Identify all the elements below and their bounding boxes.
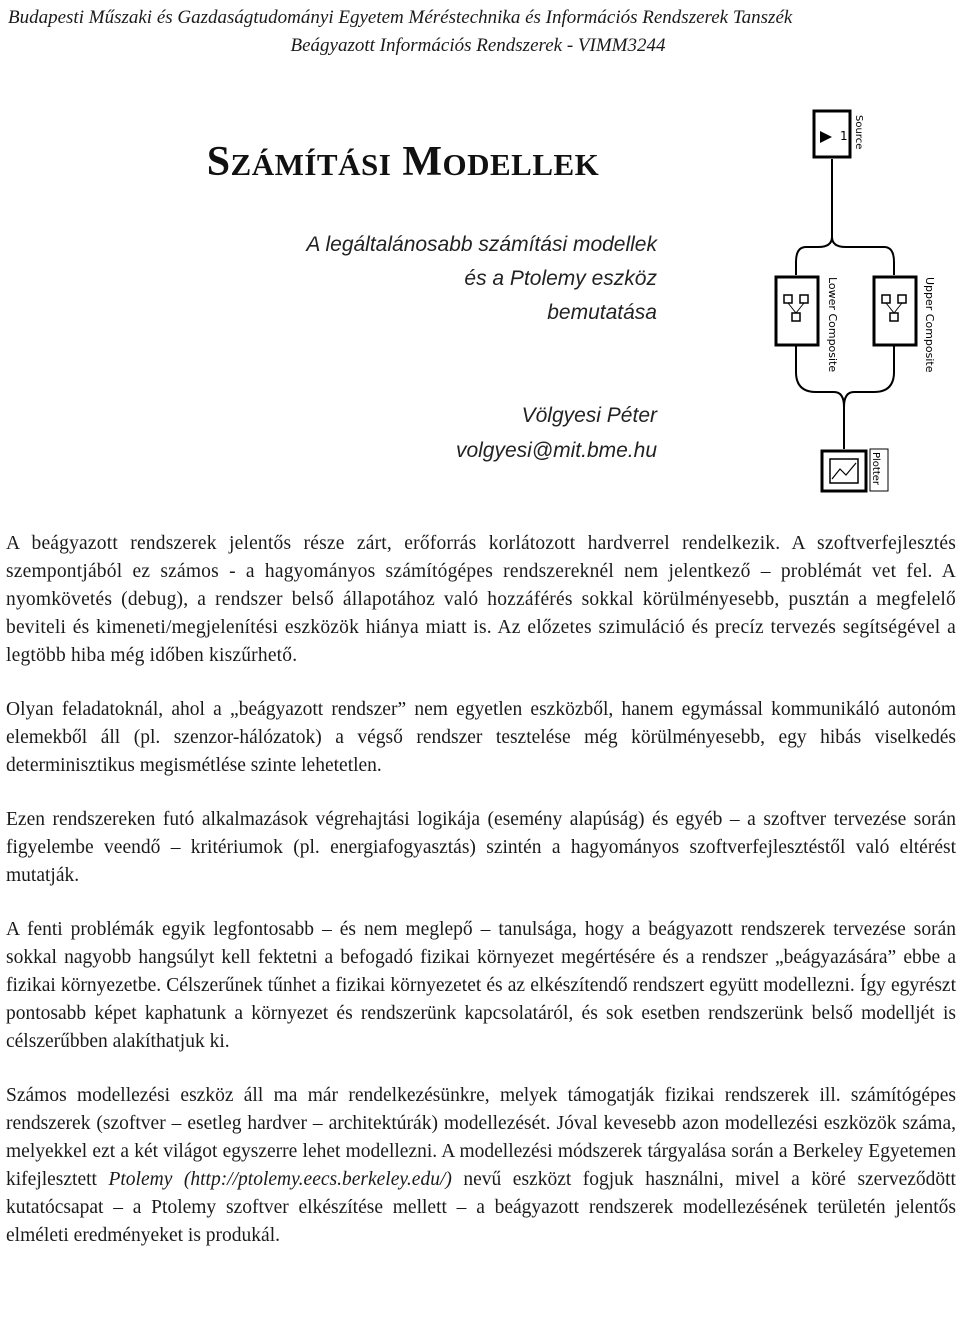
ptolemy-model-diagram: [756, 97, 950, 499]
paragraph-execution: Ezen rendszereken futó alkalmazások végrehajtási logikája (esemény alapúság) és egyéb – a szoftver tervezése során figyelembe veendő – kritériumok (pl. energiafogyasztás) szintén a hagyományos szoftverfejlesztéstől való eltérést mutatják.: [6, 809, 956, 886]
subtitle-line: A legáltalánosabb számítási modellek: [306, 233, 657, 256]
title-cap-2: M: [402, 139, 443, 185]
paragraph-tools-b: nevű eszközt fogjuk használni, mivel a köré szerveződött kutatócsapat – a Ptolemy szoftver elkészítése mellett – a beágyazott rendszerek modellezésének területén jelentős elméleti eredményeket is produkál.: [6, 1169, 956, 1246]
title-rest-2: ODELLEK: [442, 147, 600, 182]
source-value: 1: [840, 129, 848, 143]
plotter-block: [822, 449, 888, 491]
source-block: [814, 111, 864, 157]
source-label: Source: [853, 115, 864, 150]
ptolemy-link[interactable]: Ptolemy (http://ptolemy.eecs.berkeley.edu/): [108, 1169, 452, 1190]
plotter-label: Plotter: [870, 452, 881, 486]
page-header: [8, 4, 948, 60]
author-name: Völgyesi Péter: [521, 404, 657, 427]
author-email: volgyesi@mit.bme.hu: [455, 439, 657, 462]
upper-composite-block: [874, 277, 936, 373]
paragraph-tools: [6, 1082, 956, 1250]
subtitle: [306, 228, 657, 330]
lower-composite-block: [776, 277, 839, 372]
paragraph-intro: A beágyazott rendszerek jelentős része zárt, erőforrás korlátozott hardverrel rendelkezik. A szoftverfejlesztés szempontjából ez számos - a hagyományos számítógépes rendszereknél nem jelentkező – problémát vet fel. A nyomkövetés (debug), a rendszer belső állapotához való hozzáférés sokkal körülményesebb, pusztán a megfelelő beviteli és kimeneti/megjelenítési eszközök hiánya miatt is. Az előzetes szimuláció és precíz tervezés segítségével a legtöbb hiba még időben kiszűrhető.: [6, 533, 956, 666]
title-cap-1: S: [206, 139, 231, 185]
author-block: [456, 398, 657, 468]
header-course: Beágyazott Információs Rendszerek - VIMM3244: [290, 35, 666, 56]
header-institution: Budapesti Műszaki és Gazdaságtudományi Egyetem Méréstechnika és Információs Rendszerek Tanszék: [8, 7, 793, 28]
paragraph-tools-a: Számos modellezési eszköz áll ma már rendelkezésünkre, melyek támogatják fizikai rendszerek ill. számítógépes rendszerek (szoftver – esetleg hardver – architektúrák) modellezését. Jóval kevesebb azon modellezési eszközök száma, melyekkel ezt a két világot egyszerre lehet modellezni. A modellezési módszerek tárgyalása során a Berkeley Egyetemen kifejlesztett: [6, 1085, 956, 1190]
title-rest-1: ZÁMÍTÁSI: [230, 147, 392, 182]
document-body: [6, 530, 956, 1276]
upper-composite-label: Upper Composite: [923, 277, 936, 373]
paragraph-networks: Olyan feladatoknál, ahol a „beágyazott rendszer” nem egyetlen eszközből, hanem egymással kommunikáló autonóm elemekből áll (pl. szenzor-hálózatok) a végső rendszer tesztelése még körülményesebb, egy hibás viselkedés determinisztikus megismétlése szinte lehetetlen.: [6, 699, 956, 776]
paragraph-environment: A fenti problémák egyik legfontosabb – és nem meglepő – tanulsága, hogy a beágyazott rendszerek tervezése során sokkal nagyobb hangsúlyt kell fektetni a befogadó fizikai környezet megértésére és a rendszer „beágyazására” ebbe a fizikai környezetbe. Célszerűnek tűnhet a fizikai környezetet és az elkészítendő rendszert együtt modellezni. Így egyrészt pontosabb képet kaphatunk a környezet és rendszerünk kapcsolatáról, és sok esetben rendszerünk belső modelljét is célszerűbben alakíthatjuk ki.: [6, 919, 956, 1052]
document-title: [0, 138, 806, 186]
subtitle-line: bemutatása: [547, 301, 657, 324]
subtitle-line: és a Ptolemy eszköz: [464, 267, 657, 290]
lower-composite-label: Lower Composite: [826, 277, 839, 373]
